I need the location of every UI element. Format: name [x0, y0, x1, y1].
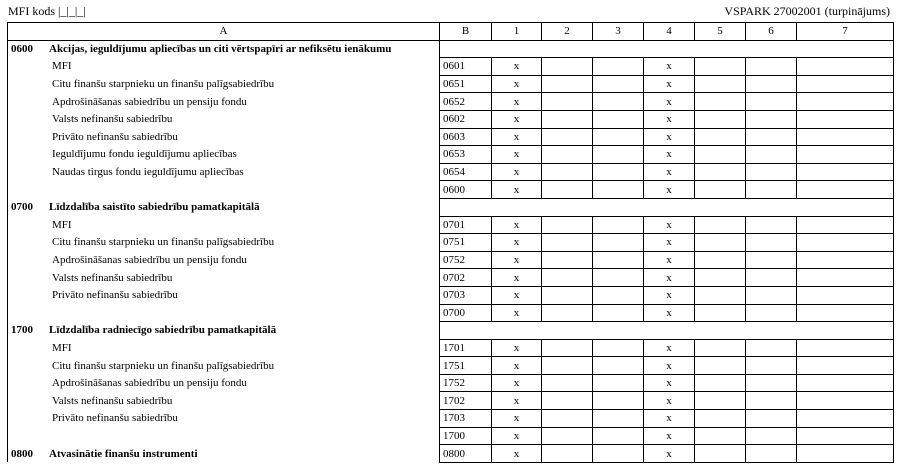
value-cell-col-4[interactable]: x [644, 75, 695, 93]
row-label-cell [8, 392, 440, 410]
value-cell-col-4[interactable]: x [644, 110, 695, 128]
row-code: 0703 [440, 286, 492, 304]
row-label-cell [8, 216, 440, 234]
row-code: 0601 [440, 58, 492, 76]
col-header-4: 4 [644, 23, 695, 41]
row-code: 0652 [440, 93, 492, 111]
value-cell-col-1[interactable]: x [492, 163, 542, 181]
value-cell-col-3[interactable] [593, 216, 644, 234]
value-cell-col-3[interactable] [593, 410, 644, 428]
value-cell-col-2[interactable] [542, 93, 593, 111]
value-cell-col-2[interactable] [542, 304, 593, 322]
row-label-cell [8, 75, 440, 93]
value-cell-col-5[interactable] [695, 251, 746, 269]
row-label: Apdrošināšanas sabiedrību un pensiju fondu [52, 95, 247, 108]
value-cell-col-3[interactable] [593, 163, 644, 181]
value-cell-col-1[interactable]: x [492, 357, 542, 375]
value-cell-col-6[interactable] [746, 410, 797, 428]
value-cell-col-4[interactable]: x [644, 181, 695, 199]
value-cell-col-5[interactable] [695, 110, 746, 128]
value-cell-col-1[interactable]: x [492, 410, 542, 428]
value-cell-col-4[interactable]: x [644, 445, 695, 463]
value-cell-col-5[interactable] [695, 75, 746, 93]
col-header-b: B [440, 23, 492, 41]
value-cell-col-1[interactable]: x [492, 374, 542, 392]
value-cell-col-7[interactable] [797, 93, 894, 111]
value-cell-col-2[interactable] [542, 445, 593, 463]
value-cell-col-5[interactable] [695, 410, 746, 428]
row-label: Citu finanšu starpnieku un finanšu palīgsabiedrību [52, 359, 275, 372]
value-cell-col-6[interactable] [746, 304, 797, 322]
value-cell-col-3[interactable] [593, 128, 644, 146]
value-cell-col-3[interactable] [593, 357, 644, 375]
value-cell-col-1[interactable]: x [492, 146, 542, 164]
value-cell-col-3[interactable] [593, 427, 644, 445]
mfi-code-label: MFI kods |_|_|_| [8, 4, 86, 18]
table-row [8, 392, 894, 410]
row-label-cell [8, 269, 440, 287]
row-label: Valsts nefinanšu sabiedrību [52, 271, 173, 284]
row-label-cell [8, 339, 440, 357]
value-cell-col-4[interactable]: x [644, 357, 695, 375]
value-cell-col-6[interactable] [746, 269, 797, 287]
table-row [8, 339, 894, 357]
section-title: Līdzdalība saistīto sabiedrību pamatkapitālā [49, 201, 260, 214]
row-code: 0653 [440, 146, 492, 164]
value-cell-col-7[interactable] [797, 269, 894, 287]
row-label: Privāto nefinanšu sabiedrību [52, 289, 178, 302]
row-code: 1702 [440, 392, 492, 410]
value-cell-col-2[interactable] [542, 216, 593, 234]
table-row [8, 269, 894, 287]
row-code: 0701 [440, 216, 492, 234]
table-row [8, 93, 894, 111]
value-cell-col-2[interactable] [542, 146, 593, 164]
value-cell-col-4[interactable]: x [644, 339, 695, 357]
value-cell-col-3[interactable] [593, 75, 644, 93]
column-header-row [8, 23, 894, 41]
col-header-6: 6 [746, 23, 797, 41]
value-cell-col-5[interactable] [695, 374, 746, 392]
table-row [8, 181, 894, 199]
value-cell-col-6[interactable] [746, 286, 797, 304]
table-row [8, 304, 894, 322]
row-code: 1752 [440, 374, 492, 392]
value-cell-col-5[interactable] [695, 357, 746, 375]
value-cell-col-3[interactable] [593, 234, 644, 252]
value-cell-col-3[interactable] [593, 146, 644, 164]
value-cell-col-2[interactable] [542, 110, 593, 128]
value-cell-col-7[interactable] [797, 286, 894, 304]
value-cell-col-5[interactable] [695, 427, 746, 445]
row-code: 0651 [440, 75, 492, 93]
value-cell-col-2[interactable] [542, 251, 593, 269]
value-cell-col-1[interactable]: x [492, 339, 542, 357]
table-row [8, 58, 894, 76]
row-label-cell [8, 58, 440, 76]
value-cell-col-2[interactable] [542, 286, 593, 304]
value-cell-col-3[interactable] [593, 269, 644, 287]
row-label: Valsts nefinanšu sabiedrību [52, 113, 173, 126]
value-cell-col-4[interactable]: x [644, 58, 695, 76]
row-label-cell [8, 374, 440, 392]
value-cell-col-6[interactable] [746, 216, 797, 234]
value-cell-col-5[interactable] [695, 181, 746, 199]
table-row [8, 357, 894, 375]
value-cell-col-1[interactable]: x [492, 427, 542, 445]
row-label: Citu finanšu starpnieku un finanšu palīgsabiedrību [52, 236, 275, 249]
value-cell-col-5[interactable] [695, 128, 746, 146]
row-code: 1700 [440, 427, 492, 445]
value-cell-col-7[interactable] [797, 427, 894, 445]
row-code: 0700 [440, 304, 492, 322]
value-cell-col-2[interactable] [542, 269, 593, 287]
value-cell-col-2[interactable] [542, 410, 593, 428]
row-code: 1751 [440, 357, 492, 375]
value-cell-col-4[interactable]: x [644, 251, 695, 269]
value-cell-col-4[interactable]: x [644, 93, 695, 111]
value-cell-col-3[interactable] [593, 181, 644, 199]
value-cell-col-4[interactable]: x [644, 427, 695, 445]
section-code: 0700 [11, 201, 33, 214]
section-header-row [8, 40, 894, 58]
table-row [8, 410, 894, 428]
row-code: 0600 [440, 181, 492, 199]
value-cell-col-6[interactable] [746, 339, 797, 357]
value-cell-col-4[interactable]: x [644, 216, 695, 234]
value-cell-col-4[interactable]: x [644, 146, 695, 164]
table-row [8, 374, 894, 392]
value-cell-col-7[interactable] [797, 58, 894, 76]
value-cell-col-6[interactable] [746, 75, 797, 93]
row-label: MFI [52, 218, 72, 231]
row-code: 0751 [440, 234, 492, 252]
value-cell-col-7[interactable] [797, 181, 894, 199]
value-cell-col-4[interactable]: x [644, 410, 695, 428]
form-id: VSPARK 27002001 (turpinājums) [724, 4, 890, 18]
value-cell-col-6[interactable] [746, 234, 797, 252]
value-cell-col-7[interactable] [797, 216, 894, 234]
value-cell-col-3[interactable] [593, 339, 644, 357]
value-cell-col-3[interactable] [593, 392, 644, 410]
section-heading [8, 322, 440, 340]
value-cell-col-7[interactable] [797, 128, 894, 146]
value-cell-col-3[interactable] [593, 58, 644, 76]
row-code: 0602 [440, 110, 492, 128]
value-cell-col-1[interactable]: x [492, 286, 542, 304]
value-cell-col-2[interactable] [542, 339, 593, 357]
value-cell-col-6[interactable] [746, 251, 797, 269]
report-table [7, 22, 894, 463]
row-code: 0702 [440, 269, 492, 287]
value-cell-col-2[interactable] [542, 427, 593, 445]
value-cell-col-4[interactable]: x [644, 234, 695, 252]
value-cell-col-7[interactable] [797, 410, 894, 428]
value-cell-col-6[interactable] [746, 374, 797, 392]
value-cell-col-5[interactable] [695, 286, 746, 304]
value-cell-col-1[interactable]: x [492, 269, 542, 287]
value-cell-col-4[interactable]: x [644, 304, 695, 322]
row-label: Ieguldījumu fondu ieguldījumu apliecības [52, 148, 237, 161]
value-cell-col-1[interactable]: x [492, 304, 542, 322]
value-cell-col-7[interactable] [797, 304, 894, 322]
row-code: 0800 [440, 445, 492, 463]
value-cell-col-6[interactable] [746, 58, 797, 76]
value-cell-col-3[interactable] [593, 445, 644, 463]
table-row [8, 251, 894, 269]
row-code: 0752 [440, 251, 492, 269]
table-row [8, 146, 894, 164]
value-cell-col-5[interactable] [695, 269, 746, 287]
table-row [8, 163, 894, 181]
value-cell-col-7[interactable] [797, 392, 894, 410]
value-cell-col-2[interactable] [542, 163, 593, 181]
value-cell-col-7[interactable] [797, 374, 894, 392]
value-cell-col-6[interactable] [746, 427, 797, 445]
value-cell-col-5[interactable] [695, 146, 746, 164]
row-label: Citu finanšu starpnieku un finanšu palīgsabiedrību [52, 78, 275, 91]
section-heading [8, 40, 440, 58]
col-header-2: 2 [542, 23, 593, 41]
value-cell-col-1[interactable]: x [492, 251, 542, 269]
value-cell-col-2[interactable] [542, 58, 593, 76]
value-cell-col-1[interactable]: x [492, 234, 542, 252]
section-code: 0800 [11, 447, 33, 460]
value-cell-col-1[interactable]: x [492, 181, 542, 199]
value-cell-col-6[interactable] [746, 392, 797, 410]
value-cell-col-5[interactable] [695, 339, 746, 357]
value-cell-col-7[interactable] [797, 445, 894, 463]
row-label: MFI [52, 341, 72, 354]
value-cell-col-2[interactable] [542, 357, 593, 375]
row-label: Apdrošināšanas sabiedrību un pensiju fondu [52, 254, 247, 267]
value-cell-col-7[interactable] [797, 234, 894, 252]
value-cell-col-6[interactable] [746, 93, 797, 111]
row-label-cell [8, 93, 440, 111]
value-cell-col-3[interactable] [593, 374, 644, 392]
value-cell-col-3[interactable] [593, 304, 644, 322]
value-cell-col-7[interactable] [797, 357, 894, 375]
section-code: 1700 [11, 324, 33, 337]
value-cell-col-1[interactable]: x [492, 445, 542, 463]
row-label-cell [8, 410, 440, 428]
value-cell-col-5[interactable] [695, 445, 746, 463]
table-row [8, 286, 894, 304]
value-cell-col-3[interactable] [593, 286, 644, 304]
row-label: Privāto nefinanšu sabiedrību [52, 130, 178, 143]
value-cell-col-5[interactable] [695, 304, 746, 322]
value-cell-col-6[interactable] [746, 128, 797, 146]
table-row [8, 110, 894, 128]
row-label-cell [8, 304, 440, 322]
row-code: 1701 [440, 339, 492, 357]
row-label: Privāto nefinanšu sabiedrību [52, 412, 178, 425]
row-label-cell [8, 146, 440, 164]
row-label-cell [8, 128, 440, 146]
value-cell-col-3[interactable] [593, 110, 644, 128]
table-row [8, 234, 894, 252]
value-cell-col-5[interactable] [695, 392, 746, 410]
section-heading [8, 198, 440, 216]
value-cell-col-1[interactable]: x [492, 128, 542, 146]
section-header-row [8, 445, 894, 463]
value-cell-col-1[interactable]: x [492, 216, 542, 234]
value-cell-col-1[interactable]: x [492, 93, 542, 111]
value-cell-col-3[interactable] [593, 93, 644, 111]
value-cell-col-2[interactable] [542, 392, 593, 410]
section-header-row [8, 198, 894, 216]
row-label-cell [8, 163, 440, 181]
blank-row-cell [440, 40, 894, 58]
row-label: Valsts nefinanšu sabiedrību [52, 394, 173, 407]
value-cell-col-1[interactable]: x [492, 110, 542, 128]
value-cell-col-7[interactable] [797, 110, 894, 128]
value-cell-col-6[interactable] [746, 181, 797, 199]
value-cell-col-2[interactable] [542, 234, 593, 252]
row-label: Apdrošināšanas sabiedrību un pensiju fondu [52, 377, 247, 390]
section-heading [8, 445, 440, 463]
row-code: 1703 [440, 410, 492, 428]
row-label-cell [8, 181, 440, 199]
value-cell-col-2[interactable] [542, 75, 593, 93]
row-label-cell [8, 427, 440, 445]
value-cell-col-4[interactable]: x [644, 286, 695, 304]
value-cell-col-4[interactable]: x [644, 163, 695, 181]
col-header-1: 1 [492, 23, 542, 41]
row-label-cell [8, 110, 440, 128]
col-header-3: 3 [593, 23, 644, 41]
value-cell-col-6[interactable] [746, 357, 797, 375]
col-header-5: 5 [695, 23, 746, 41]
value-cell-col-3[interactable] [593, 251, 644, 269]
blank-row-cell [440, 198, 894, 216]
value-cell-col-4[interactable]: x [644, 374, 695, 392]
value-cell-col-2[interactable] [542, 374, 593, 392]
value-cell-col-4[interactable]: x [644, 269, 695, 287]
row-label: Naudas tirgus fondu ieguldījumu apliecības [52, 166, 244, 179]
value-cell-col-5[interactable] [695, 93, 746, 111]
value-cell-col-5[interactable] [695, 58, 746, 76]
row-code: 0603 [440, 128, 492, 146]
row-label: MFI [52, 60, 72, 73]
table-row [8, 427, 894, 445]
row-label-cell [8, 286, 440, 304]
value-cell-col-7[interactable] [797, 251, 894, 269]
value-cell-col-4[interactable]: x [644, 128, 695, 146]
section-header-row [8, 322, 894, 340]
value-cell-col-2[interactable] [542, 128, 593, 146]
value-cell-col-4[interactable]: x [644, 392, 695, 410]
value-cell-col-6[interactable] [746, 163, 797, 181]
value-cell-col-7[interactable] [797, 146, 894, 164]
value-cell-col-6[interactable] [746, 445, 797, 463]
section-title: Līdzdalība radniecīgo sabiedrību pamatkapitālā [49, 324, 277, 337]
value-cell-col-7[interactable] [797, 339, 894, 357]
section-code: 0600 [11, 43, 33, 56]
value-cell-col-7[interactable] [797, 75, 894, 93]
blank-row-cell [440, 322, 894, 340]
section-title: Akcijas, ieguldījumu apliecības un citi vērtspapīri ar nefiksētu ienākumu [49, 43, 392, 56]
value-cell-col-1[interactable]: x [492, 75, 542, 93]
value-cell-col-5[interactable] [695, 234, 746, 252]
table-row [8, 216, 894, 234]
col-header-7: 7 [797, 23, 894, 41]
value-cell-col-2[interactable] [542, 181, 593, 199]
row-label-cell [8, 234, 440, 252]
row-code: 0654 [440, 163, 492, 181]
table-row [8, 128, 894, 146]
value-cell-col-6[interactable] [746, 110, 797, 128]
value-cell-col-6[interactable] [746, 146, 797, 164]
value-cell-col-1[interactable]: x [492, 58, 542, 76]
section-title: Atvasinātie finanšu instrumenti [49, 447, 198, 460]
col-header-a: A [8, 23, 440, 41]
value-cell-col-1[interactable]: x [492, 392, 542, 410]
table-row [8, 75, 894, 93]
value-cell-col-5[interactable] [695, 216, 746, 234]
value-cell-col-7[interactable] [797, 163, 894, 181]
row-label-cell [8, 357, 440, 375]
row-label-cell [8, 251, 440, 269]
value-cell-col-5[interactable] [695, 163, 746, 181]
